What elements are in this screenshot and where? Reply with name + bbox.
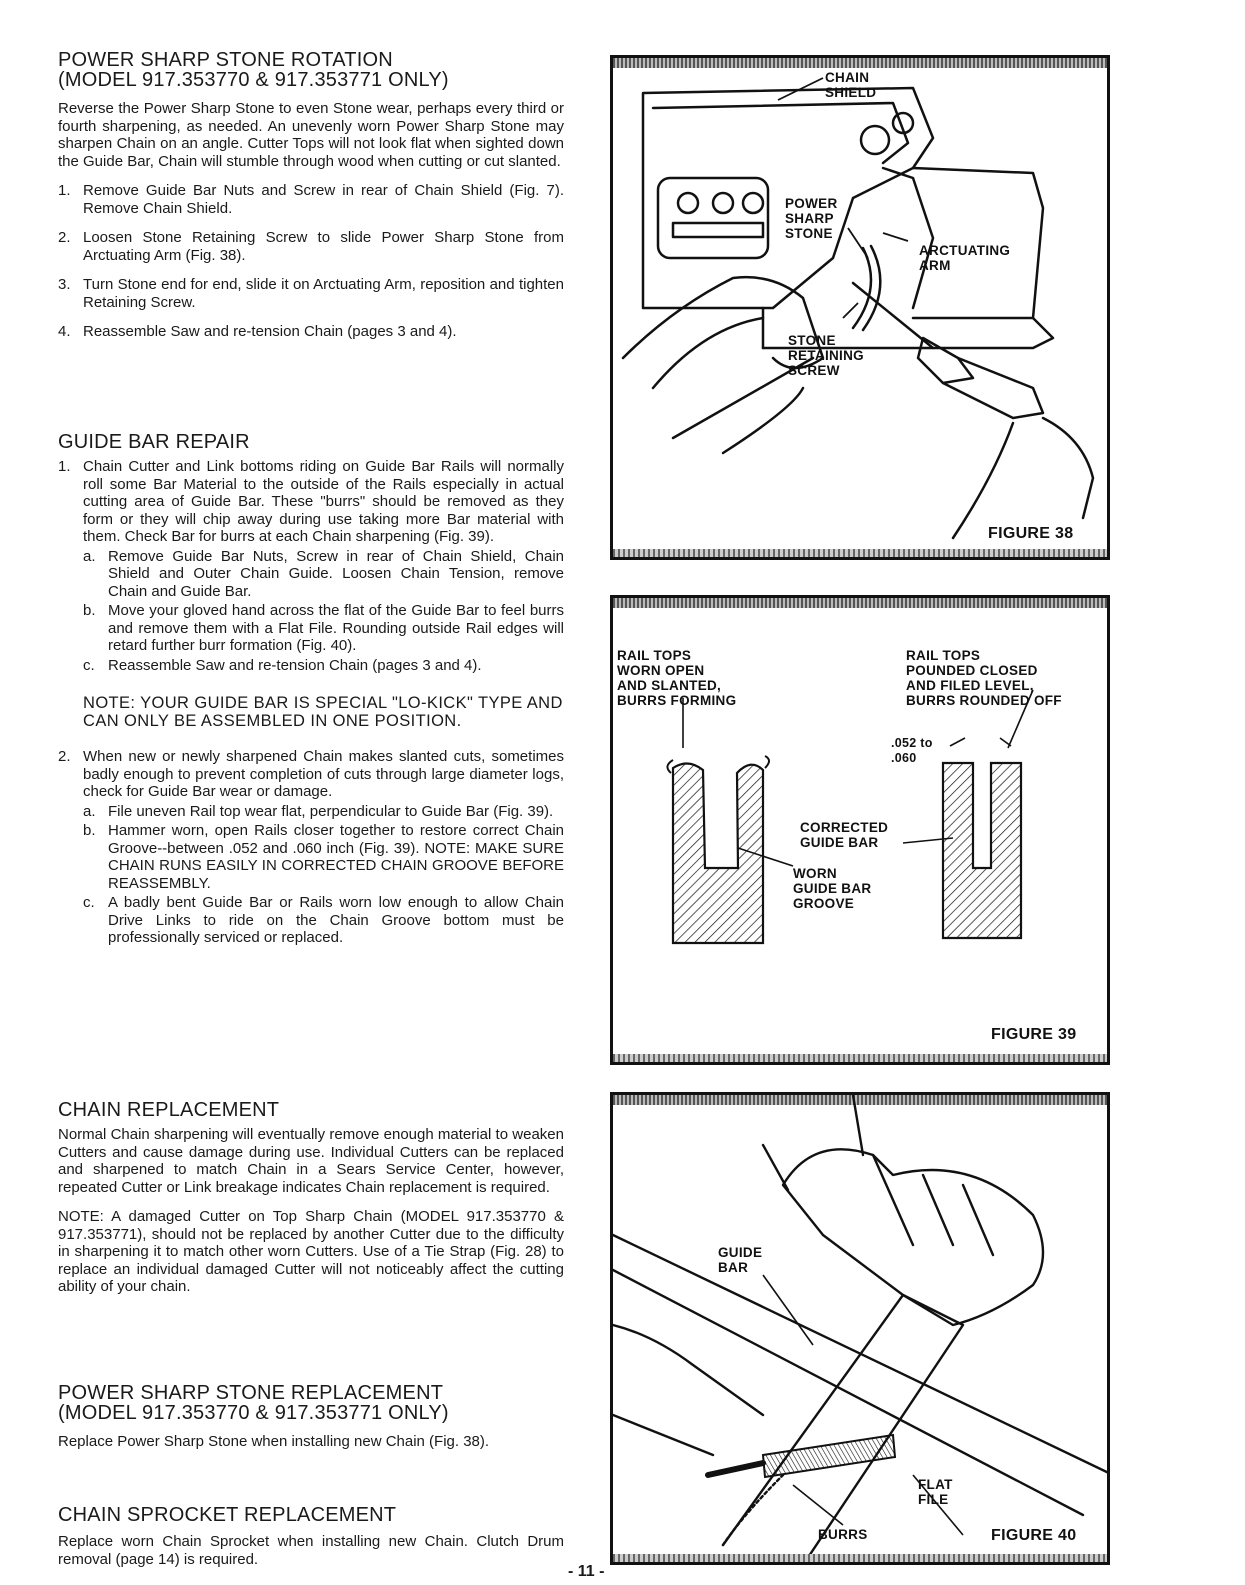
- chain-replacement-section: [58, 1100, 564, 1308]
- chain-replacement-p2: NOTE: A damaged Cutter on Top Sharp Chain (MODEL 917.353770 & 917.353771), should not be replaced by another Cutter due to the difficulty in sharpening it to match other worn Cutters. Use of a Tie Strap (Fig. 28) to replace an individual damaged Cutter will not noticeably affect the cutting ability of your chain.: [58, 1208, 564, 1295]
- rail-tops-worn-label: RAIL TOPS WORN OPEN AND SLANTED, BURRS FORMING: [617, 648, 737, 708]
- sub-text: Reassemble Saw and re-tension Chain (pages 3 and 4).: [108, 656, 482, 674]
- guide-bar-repair-list: [58, 458, 564, 674]
- item-text: Chain Cutter and Link bottoms riding on Guide Bar Rails will normally roll some Bar Material to the outside of the Rails especially in actual cutting area of Guide Bar. These "burrs" should be removed as they form or they will chip away during use taking more Bar material with them. Check Bar for burrs at each Chain sharpening (Fig. 39).: [83, 458, 564, 545]
- arctuating-arm-label: ARCTUATING ARM: [919, 243, 1011, 273]
- step-text: Reassemble Saw and re-tension Chain (pages 3 and 4).: [83, 323, 457, 340]
- list-item: [83, 803, 564, 821]
- guide-bar-repair-list-2: [58, 748, 564, 947]
- corrected-guide-bar-label: CORRECTED GUIDE BAR: [800, 820, 889, 850]
- list-item: [83, 894, 564, 947]
- sub-number: c.: [83, 656, 95, 674]
- sub-number: b.: [83, 602, 96, 619]
- stone-retaining-screw-label: STONE RETAINING SCREW: [788, 333, 864, 378]
- figure-39-caption: FIGURE 39: [991, 1026, 1077, 1043]
- flat-file-label: FLAT FILE: [918, 1477, 953, 1507]
- list-item: [83, 822, 564, 892]
- list-item: [83, 657, 564, 675]
- step-text: Loosen Stone Retaining Screw to slide Power Sharp Stone from Arctuating Arm (Fig. 38).: [83, 229, 564, 264]
- sub-text: File uneven Rail top wear flat, perpendicular to Guide Bar (Fig. 39).: [108, 802, 554, 820]
- sub-list: [83, 548, 564, 675]
- sprocket-replacement-title: CHAIN SPROCKET REPLACEMENT: [58, 1504, 397, 1526]
- item-text: When new or newly sharpened Chain makes slanted cuts, sometimes badly enough to prevent completion of cuts through large diameter logs, check for Guide Bar wear or damage.: [83, 748, 564, 800]
- groove-dimension-label: .052 to .060: [891, 736, 933, 765]
- guide-bar-label: GUIDE BAR: [718, 1245, 763, 1275]
- list-item: [58, 458, 564, 674]
- step-number: 4.: [58, 323, 71, 340]
- chain-replacement-p1: Normal Chain sharpening will eventually remove enough material to weaken Cutters and cause damage during use. Individual Cutters can be replaced and sharpened to match Chain in a Sears Service Center, however, repeated Cutter or Link breakage indicates Chain replacement is required.: [58, 1126, 564, 1196]
- stone-rotation-steps: [58, 182, 564, 341]
- stone-replacement-subtitle: (MODEL 917.353770 & 917.353771 ONLY): [58, 1402, 449, 1424]
- sub-number: c.: [83, 894, 95, 911]
- stone-replacement-section: [58, 1383, 564, 1451]
- guide-bar-repair-title: GUIDE BAR REPAIR: [58, 431, 250, 453]
- list-item: [58, 229, 564, 264]
- sprocket-replacement-section: [58, 1505, 564, 1568]
- sub-text: A badly bent Guide Bar or Rails worn low enough to allow Chain Drive Links to ride on the Chain Groove bottom must be professionally serviced or replaced.: [108, 894, 564, 946]
- sprocket-replacement-text: Replace worn Chain Sprocket when installing new Chain. Clutch Drum removal (page 14) is required.: [58, 1533, 564, 1568]
- figure-38-caption: FIGURE 38: [988, 525, 1074, 542]
- sub-list: [83, 803, 564, 947]
- sub-number: b.: [83, 822, 96, 839]
- item-number: 1.: [58, 458, 71, 475]
- page-number: - 11 -: [568, 1563, 605, 1580]
- chain-shield-illustration: [613, 58, 1110, 560]
- chain-shield-label: CHAIN SHIELD: [825, 70, 877, 100]
- step-number: 1.: [58, 182, 71, 199]
- burrs-label: BURRS: [818, 1527, 868, 1542]
- figure-39: [610, 595, 1110, 1065]
- sub-number: a.: [83, 547, 96, 565]
- sub-number: a.: [83, 802, 96, 820]
- step-number: 2.: [58, 229, 71, 246]
- list-item: [83, 548, 564, 601]
- lo-kick-note: NOTE: YOUR GUIDE BAR IS SPECIAL "LO-KICK" TYPE AND CAN ONLY BE ASSEMBLED IN ONE POSITION.: [83, 694, 563, 730]
- chain-replacement-title: CHAIN REPLACEMENT: [58, 1099, 280, 1121]
- filing-burrs-illustration: [613, 1095, 1110, 1565]
- step-number: 3.: [58, 276, 71, 293]
- stone-rotation-intro: Reverse the Power Sharp Stone to even Stone wear, perhaps every third or fourth sharpening, as needed. An unevenly worn Power Sharp Stone may sharpen Chain on an angle. Cutter Tops will not look flat when sighted down the Guide Bar, Chain will stumble through wood when cutting or cut slanted.: [58, 100, 564, 170]
- figure-40: [610, 1092, 1110, 1565]
- guide-bar-repair-section: [58, 432, 564, 959]
- step-text: Turn Stone end for end, slide it on Arctuating Arm, reposition and tighten Retaining Screw.: [83, 276, 564, 311]
- sub-text: Move your gloved hand across the flat of the Guide Bar to feel burrs and remove them with a Flat File. Rounding outside Rail edges will retard further burr formation (Fig. 40).: [108, 602, 564, 654]
- step-text: Remove Guide Bar Nuts and Screw in rear of Chain Shield (Fig. 7). Remove Chain Shield.: [83, 182, 564, 217]
- item-number: 2.: [58, 748, 71, 765]
- sub-text: Hammer worn, open Rails closer together to restore correct Chain Groove--between .052 and .060 inch (Fig. 39). NOTE: MAKE SURE CHAIN RUNS EASILY IN CORRECTED CHAIN GROOVE BEFORE REASSEMBLY.: [108, 822, 564, 892]
- list-item: [58, 323, 564, 341]
- list-item: [83, 602, 564, 655]
- power-sharp-stone-label: POWER SHARP STONE: [785, 196, 838, 241]
- list-item: [58, 182, 564, 217]
- sub-text: Remove Guide Bar Nuts, Screw in rear of Chain Shield, Chain Shield and Outer Chain Guide. Loosen Chain Tension, remove Chain and Guide Bar.: [108, 547, 564, 600]
- stone-replacement-text: Replace Power Sharp Stone when installing new Chain (Fig. 38).: [58, 1433, 490, 1450]
- list-item: [58, 276, 564, 311]
- figure-40-caption: FIGURE 40: [991, 1527, 1077, 1544]
- rail-tops-pounded-label: RAIL TOPS POUNDED CLOSED AND FILED LEVEL, BURRS ROUNDED OFF: [906, 648, 1062, 708]
- stone-rotation-section: [58, 50, 564, 353]
- stone-rotation-title: POWER SHARP STONE ROTATION: [58, 49, 393, 71]
- stone-rotation-subtitle: (MODEL 917.353770 & 917.353771 ONLY): [58, 69, 449, 91]
- list-item: [58, 748, 564, 947]
- worn-guide-bar-groove-label: WORN GUIDE BAR GROOVE: [793, 866, 872, 911]
- figure-38: [610, 55, 1110, 560]
- stone-replacement-title: POWER SHARP STONE REPLACEMENT: [58, 1382, 444, 1404]
